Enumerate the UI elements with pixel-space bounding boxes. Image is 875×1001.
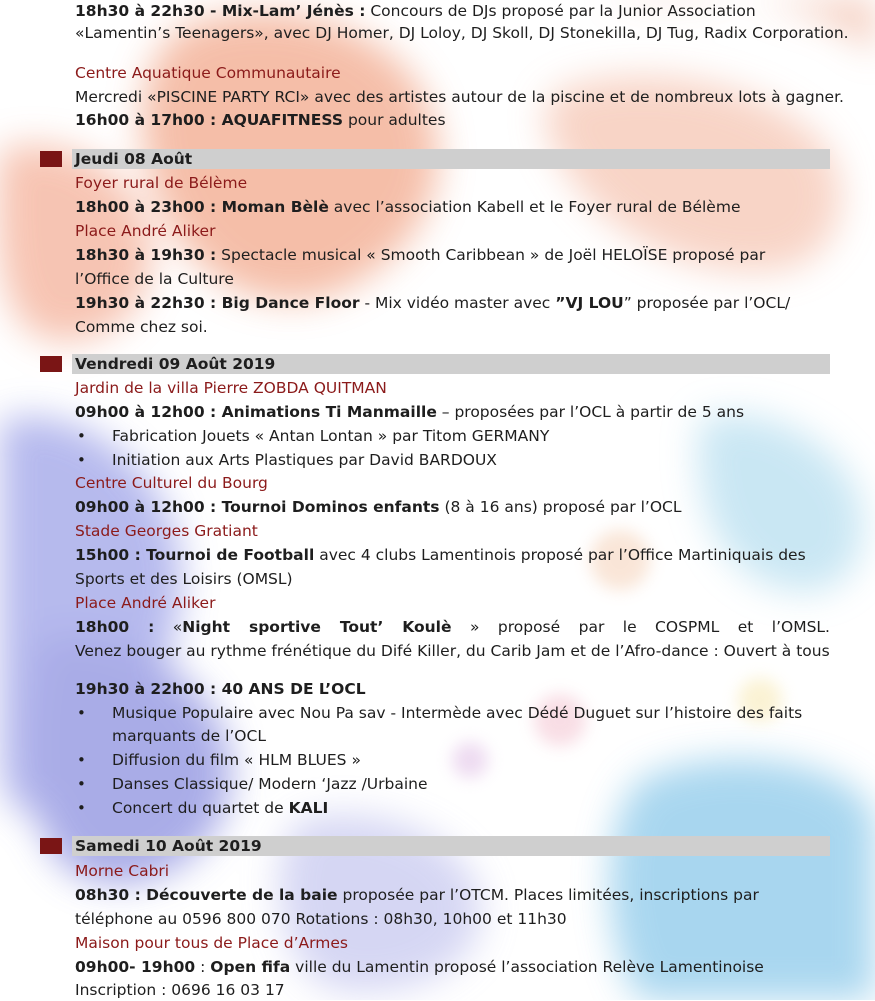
- bullet-dot: •: [77, 775, 86, 793]
- bullet-item: Initiation aux Arts Plastiques par David BARDOUX: [112, 451, 497, 469]
- program-line: [75, 244, 835, 266]
- venue-name: Foyer rural de Bélème: [75, 174, 248, 192]
- program-line: [75, 401, 835, 423]
- event-highlight: Open fifa: [210, 958, 291, 976]
- event-description: «: [172, 618, 183, 636]
- program-line: [75, 109, 835, 131]
- bullet-item: Musique Populaire avec Nou Pa sav - Intermède avec Dédé Duguet sur l’histoire des faits: [112, 704, 803, 722]
- bullet-dot: •: [77, 704, 86, 722]
- venue-name: Morne Cabri: [75, 862, 170, 880]
- event-time: 19h30 à 22h00 : 40 ANS DE L’OCL: [75, 680, 366, 698]
- event-time: 15h00 : Tournoi de Football: [75, 546, 315, 564]
- day-header-samedi: Samedi 10 Août 2019: [72, 836, 830, 856]
- venue-name: Maison pour tous de Place d’Armes: [75, 934, 348, 952]
- event-time: 18h00 :: [75, 618, 155, 636]
- event-description: ” proposée par l’OCL/: [623, 294, 791, 312]
- program-line: Inscription : 0696 16 03 17: [75, 981, 285, 999]
- bullet-item: [112, 797, 832, 819]
- program-line: «Lamentin’s Teenagers», avec DJ Homer, DJ Loloy, DJ Skoll, DJ Stonekilla, DJ Tug, Radix Corporation.: [75, 24, 849, 42]
- day-header-vendredi: Vendredi 09 Août 2019: [72, 354, 830, 374]
- program-line: [75, 616, 830, 638]
- program-line: [75, 544, 835, 566]
- bullet-dot: •: [77, 427, 86, 445]
- day-marker: [40, 356, 62, 372]
- event-highlight: Night sportive Tout’ Koulè: [182, 618, 452, 636]
- bullet-dot: •: [77, 451, 86, 469]
- event-time: 16h00 à 17h00 : AQUAFITNESS: [75, 111, 343, 129]
- event-description: Spectacle musical « Smooth Caribbean » de Joël HELOÏSE proposé par: [221, 246, 766, 264]
- event-time: 18h30 à 19h30 :: [75, 246, 217, 264]
- event-time: 19h30 à 22h30 : Big Dance Floor: [75, 294, 360, 312]
- event-description: – proposées par l’OCL à partir de 5 ans: [441, 403, 745, 421]
- event-description: » proposé par le COSPML et l’OMSL.: [469, 618, 830, 636]
- event-time: 18h30 à 22h30 - Mix-Lam’ Jénès :: [75, 2, 366, 20]
- event-time: 09h00 à 12h00 : Animations Ti Manmaille: [75, 403, 437, 421]
- event-highlight: KALI: [288, 799, 329, 817]
- event-highlight: ”VJ LOU: [555, 294, 624, 312]
- program-line: téléphone au 0596 800 070 Rotations : 08h30, 10h00 et 11h30: [75, 910, 567, 928]
- program-line: l’Office de la Culture: [75, 270, 234, 288]
- bullet-text: Concert du quartet de: [112, 799, 284, 817]
- program-line: [75, 678, 835, 700]
- day-marker: [40, 151, 62, 167]
- event-description: :: [200, 958, 206, 976]
- event-time: 18h00 à 23h00 : Moman Bèlè: [75, 198, 329, 216]
- program-line: [75, 292, 835, 314]
- venue-name: Centre Aquatique Communautaire: [75, 64, 341, 82]
- bullet-item-continued: marquants de l’OCL: [112, 727, 266, 745]
- event-description: proposée par l’OTCM. Places limitées, inscriptions par: [342, 886, 759, 904]
- event-description: avec l’association Kabell et le Foyer rural de Bélème: [333, 198, 741, 216]
- venue-name: Place André Aliker: [75, 222, 216, 240]
- event-time: 09h00- 19h00: [75, 958, 196, 976]
- event-description: avec 4 clubs Lamentinois proposé par l’Office Martiniquais des: [319, 546, 806, 564]
- bullet-dot: •: [77, 799, 86, 817]
- program-line: [75, 496, 835, 518]
- program-line: [75, 0, 835, 22]
- day-marker: [40, 838, 62, 854]
- program-line: [75, 884, 835, 906]
- program-line: [75, 956, 835, 978]
- event-description: (8 à 16 ans) proposé par l’OCL: [444, 498, 682, 516]
- program-line: [75, 196, 835, 218]
- event-description: - Mix vidéo master avec: [364, 294, 551, 312]
- event-description: ville du Lamentin proposé l’association Relève Lamentinoise: [295, 958, 764, 976]
- venue-name: Stade Georges Gratiant: [75, 522, 258, 540]
- bullet-item: Danses Classique/ Modern ‘Jazz /Urbaine: [112, 775, 428, 793]
- program-line: Sports et des Loisirs (OMSL): [75, 570, 293, 588]
- bullet-item: Diffusion du film « HLM BLUES »: [112, 751, 361, 769]
- venue-name: Place André Aliker: [75, 594, 216, 612]
- program-line: Venez bouger au rythme frénétique du Difé Killer, du Carib Jam et de l’Afro-dance : Ouvert à tous: [75, 642, 830, 660]
- bullet-dot: •: [77, 751, 86, 769]
- program-line: Comme chez soi.: [75, 318, 208, 336]
- venue-name: Centre Culturel du Bourg: [75, 474, 268, 492]
- venue-name: Jardin de la villa Pierre ZOBDA QUITMAN: [75, 379, 387, 397]
- event-time: 08h30 : Découverte de la baie: [75, 886, 338, 904]
- event-time: 09h00 à 12h00 : Tournoi Dominos enfants: [75, 498, 440, 516]
- event-description: pour adultes: [347, 111, 446, 129]
- program-line: Mercredi «PISCINE PARTY RCI» avec des artistes autour de la piscine et de nombreux lots à gagner.: [75, 88, 844, 106]
- event-description: Concours de DJs proposé par la Junior Association: [370, 2, 756, 20]
- day-header-jeudi: Jeudi 08 Août: [72, 149, 830, 169]
- bullet-item: Fabrication Jouets « Antan Lontan » par Titom GERMANY: [112, 427, 550, 445]
